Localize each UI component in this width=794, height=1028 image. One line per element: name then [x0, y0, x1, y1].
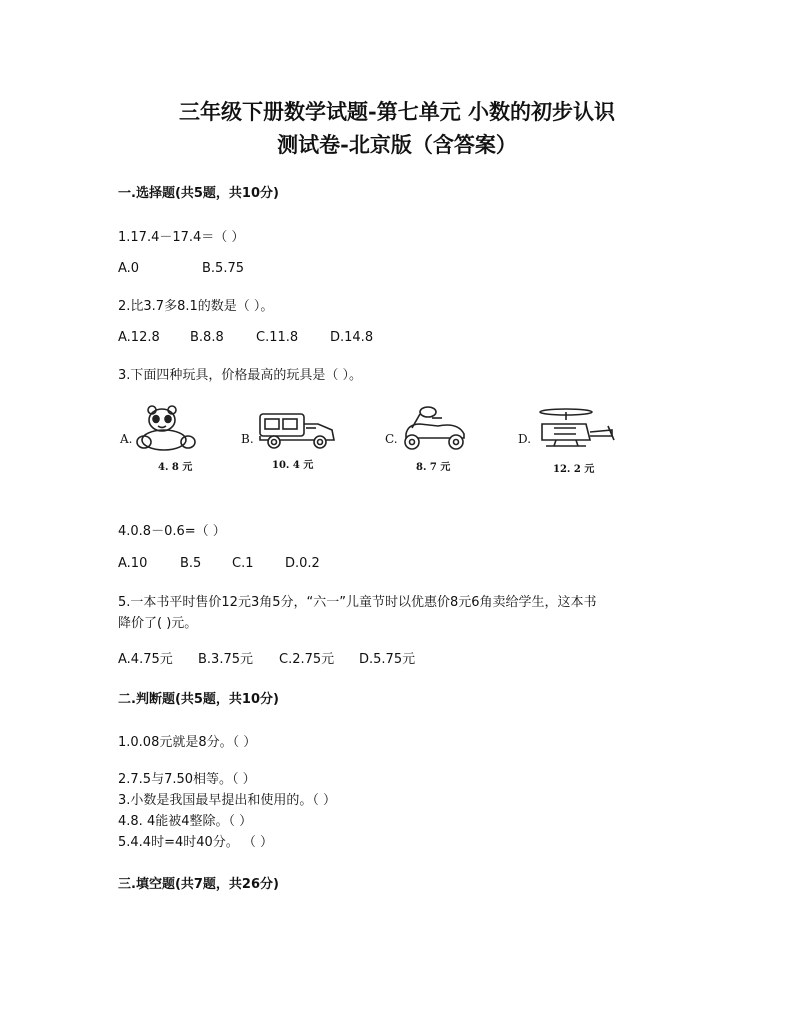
- toy-d-letter: D.: [518, 432, 532, 446]
- toy-a-letter: A.: [120, 432, 133, 446]
- question-4-option-c: C.1: [232, 556, 254, 571]
- judge-item-5: 5.4.4时=4时40分。 （ ）: [118, 835, 274, 850]
- toy-b-price: 10. 4 元: [272, 460, 314, 471]
- helicopter-icon: [536, 406, 616, 452]
- question-5-stem-line-2: 降价了( )元。: [118, 616, 198, 631]
- scooter-icon: [398, 404, 470, 452]
- question-2-option-c: C.11.8: [256, 330, 299, 345]
- title-line-2: 测试卷-北京版（含答案）: [277, 132, 517, 157]
- section-heading-choice: 一.选择题(共5题，共10分): [118, 186, 279, 201]
- question-4-stem: 4.0.8－0.6=（ ）: [118, 524, 226, 539]
- question-1-option-a: A.0: [118, 261, 140, 276]
- question-2-option-d: D.14.8: [330, 330, 374, 345]
- question-1-option-b: B.5.75: [202, 261, 244, 276]
- section-heading-fill: 三.填空题(共7题，共26分): [118, 877, 279, 892]
- question-1-stem: 1.17.4－17.4＝（ ）: [118, 230, 245, 245]
- car-icon: [256, 410, 338, 452]
- question-5-option-c: C.2.75元: [279, 652, 335, 667]
- question-5-option-b: B.3.75元: [198, 652, 253, 667]
- toy-c-price: 8. 7 元: [416, 462, 451, 473]
- judge-item-1: 1.0.08元就是8分。（ ）: [118, 735, 257, 750]
- panda-icon: [136, 404, 198, 454]
- question-2-stem: 2.比3.7多8.1的数是（ ）。: [118, 299, 274, 314]
- question-3-stem: 3.下面四种玩具，价格最高的玩具是（ ）。: [118, 368, 363, 383]
- question-5-option-d: D.5.75元: [359, 652, 416, 667]
- title-line-1: 三年级下册数学试题-第七单元 小数的初步认识: [178, 99, 616, 124]
- section-heading-judge: 二.判断题(共5题，共10分): [118, 692, 279, 707]
- judge-item-3: 3.小数是我国最早提出和使用的。（ ）: [118, 793, 337, 808]
- judge-item-4: 4.8. 4能被4整除。（ ）: [118, 814, 253, 829]
- question-4-option-d: D.0.2: [285, 556, 320, 571]
- question-2-option-a: A.12.8: [118, 330, 160, 345]
- judge-item-2: 2.7.5与7.50相等。（ ）: [118, 772, 256, 787]
- question-5-option-a: A.4.75元: [118, 652, 173, 667]
- toy-c-letter: C.: [385, 432, 398, 446]
- toy-a-price: 4. 8 元: [158, 462, 193, 473]
- question-4-option-a: A.10: [118, 556, 148, 571]
- question-2-option-b: B.8.8: [190, 330, 224, 345]
- question-4-option-b: B.5: [180, 556, 202, 571]
- toy-d-price: 12. 2 元: [553, 464, 595, 475]
- toy-b-letter: B.: [241, 432, 254, 446]
- question-5-stem-line-1: 5.一本书平时售价12元3角5分，“六一”儿童节时以优惠价8元6角卖给学生，这本书: [118, 595, 597, 610]
